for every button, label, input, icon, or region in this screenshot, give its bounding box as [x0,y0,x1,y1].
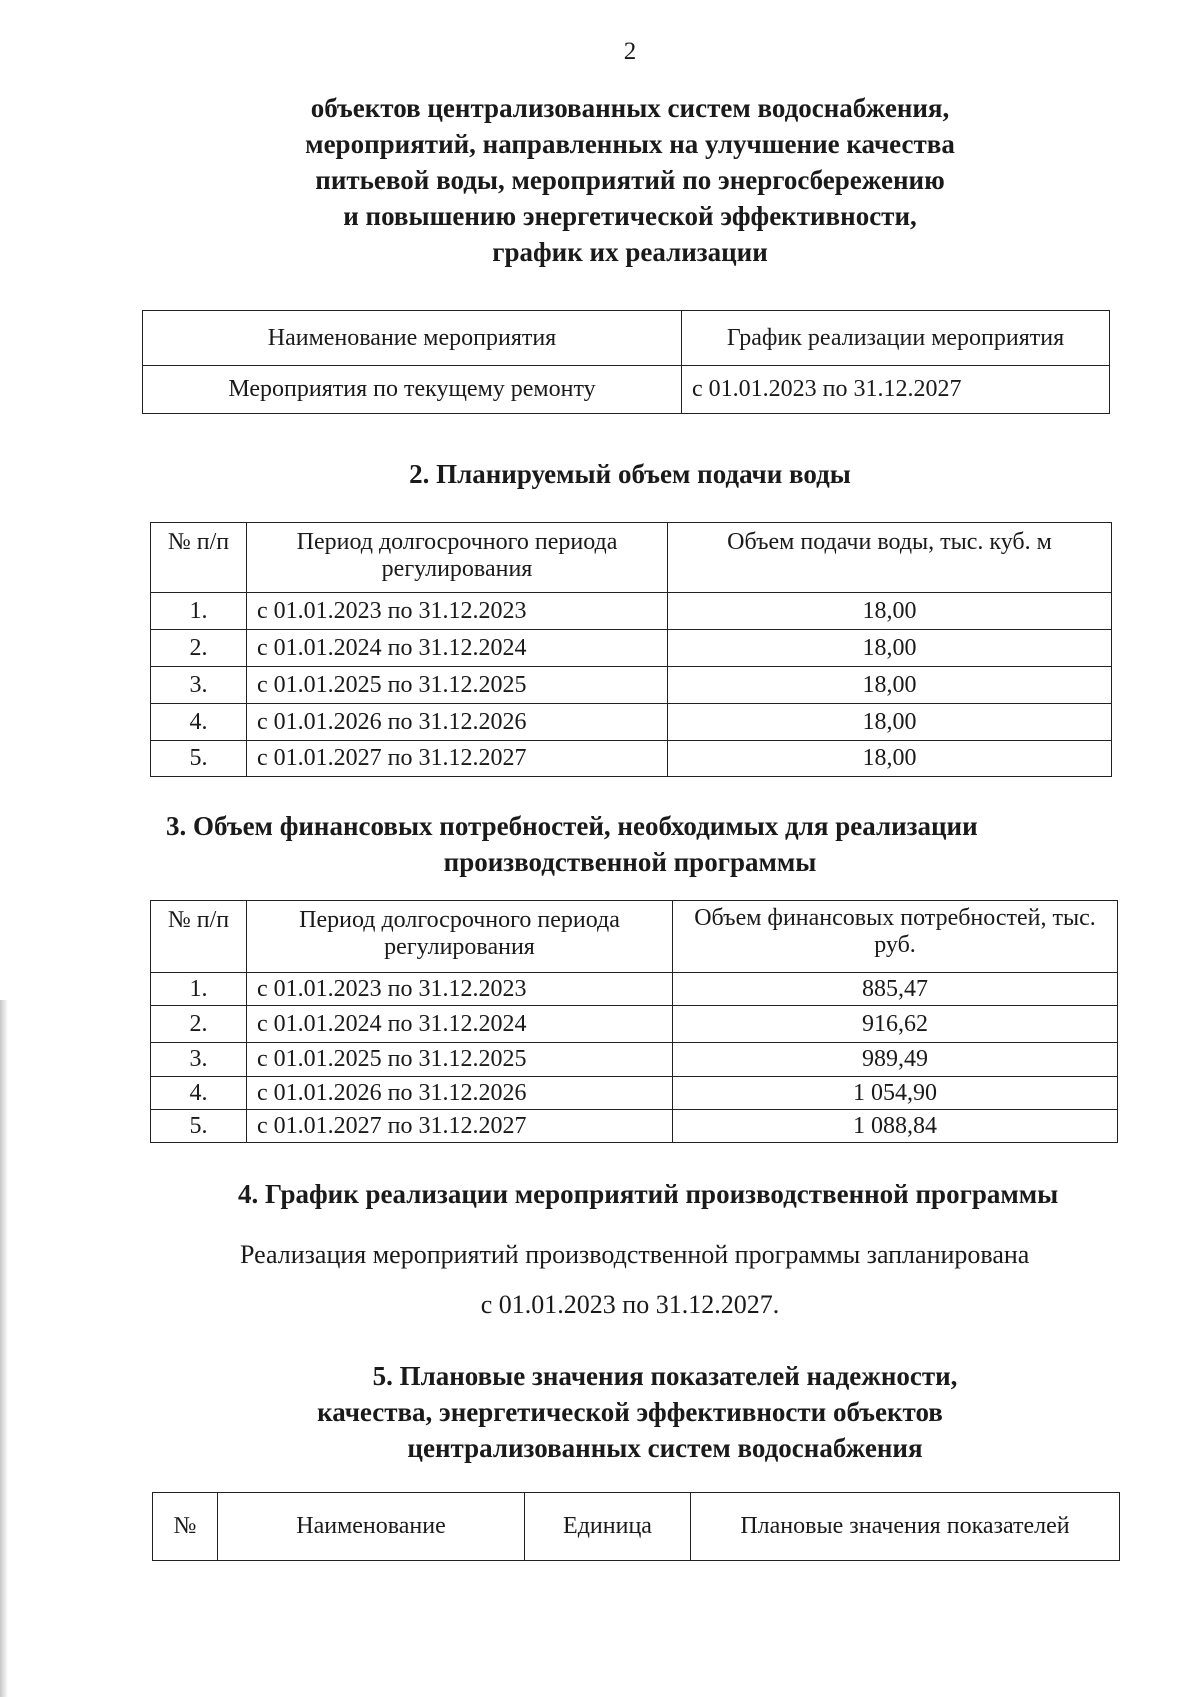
intro-heading-line: график их реализации [492,237,768,267]
table-cell: 4. [151,704,247,741]
table-row [151,1006,1118,1043]
table-row [151,1077,1118,1110]
table-cell: 18,00 [668,593,1112,630]
table-row [143,366,1110,414]
table-row [151,973,1118,1006]
table-header-row [151,523,1112,593]
table-cell: 1 088,84 [673,1110,1118,1143]
section4-title: 4. График реализации мероприятий производственной программы [238,1179,1059,1209]
page-number: 2 [623,38,637,65]
table-cell: с 01.01.2025 по 31.12.2025 [247,667,668,704]
section3-title [0,808,1200,880]
header-cell: Период долгосрочного периода регулирования [247,901,673,973]
table-cell: с 01.01.2023 по 31.12.2023 [247,593,668,630]
table-cell: с 01.01.2027 по 31.12.2027 [247,1110,673,1143]
header-cell: Наименование мероприятия [143,311,682,366]
table-cell: 5. [151,741,247,777]
table-cell: с 01.01.2025 по 31.12.2025 [247,1043,673,1077]
table-cell: 4. [151,1077,247,1110]
table-cell: 1. [151,973,247,1006]
table-row [151,667,1112,704]
header-cell: Наименование [218,1493,525,1561]
table-row [151,1110,1118,1143]
table-cell: Мероприятия по текущему ремонту [143,366,682,414]
water-supply-table [150,522,1112,777]
header-cell: Объем подачи воды, тыс. куб. м [668,523,1112,593]
table-cell: 916,62 [673,1006,1118,1043]
table-cell: 18,00 [668,630,1112,667]
header-cell: № п/п [151,523,247,593]
measures-table [142,310,1110,414]
header-cell: Плановые значения показателей [691,1493,1120,1561]
table-row [151,704,1112,741]
intro-heading-line: объектов централизованных систем водоснабжения, [310,93,950,123]
table-cell: 2. [151,630,247,667]
financial-needs-table [150,900,1118,1143]
table-cell: 885,47 [673,973,1118,1006]
header-cell: Единица [525,1493,691,1561]
table-cell: с 01.01.2026 по 31.12.2026 [247,704,668,741]
scan-edge-shadow [0,1000,8,1697]
table-cell: с 01.01.2026 по 31.12.2026 [247,1077,673,1110]
indicators-table [152,1492,1120,1561]
table-cell: с 01.01.2024 по 31.12.2024 [247,630,668,667]
table-cell: с 01.01.2023 по 31.12.2027 [682,366,1110,414]
table-cell: 1 054,90 [673,1077,1118,1110]
table-cell: с 01.01.2023 по 31.12.2023 [247,973,673,1006]
intro-heading [0,90,1200,270]
header-cell: № [153,1493,218,1561]
table-row [151,630,1112,667]
section3-title-line: производственной программы [443,847,817,877]
table-cell: с 01.01.2024 по 31.12.2024 [247,1006,673,1043]
header-cell: График реализации мероприятия [682,311,1110,366]
intro-heading-line: питьевой воды, мероприятий по энергосбережению [315,165,945,195]
table-cell: 3. [151,667,247,704]
table-row [151,1043,1118,1077]
table-cell: 18,00 [668,667,1112,704]
section4-text-line: Реализация мероприятий производственной программы запланирована [240,1240,1030,1269]
table-cell: 18,00 [668,741,1112,777]
section5-title-line: качества, энергетической эффективности объектов [317,1397,943,1427]
table-row [151,741,1112,777]
table-cell: 18,00 [668,704,1112,741]
intro-heading-line: мероприятий, направленных на улучшение качества [305,129,955,159]
section5-title-line: централизованных систем водоснабжения [407,1433,923,1463]
table-cell: 1. [151,593,247,630]
table-header-row [153,1493,1120,1561]
table-row [151,593,1112,630]
header-cell: Объем финансовых потребностей, тыс. руб. [673,901,1118,973]
table-cell: 989,49 [673,1043,1118,1077]
table-header-row [151,901,1118,973]
section4-text-line: с 01.01.2023 по 31.12.2027. [480,1290,780,1319]
header-cell: № п/п [151,901,247,973]
table-cell: 3. [151,1043,247,1077]
table-cell: с 01.01.2027 по 31.12.2027 [247,741,668,777]
table-cell: 2. [151,1006,247,1043]
table-cell: 5. [151,1110,247,1143]
table-header-row [143,311,1110,366]
section5-title-line: 5. Плановые значения показателей надежности, [372,1361,958,1391]
header-cell: Период долгосрочного периода регулирования [247,523,668,593]
section5-title [0,1358,1200,1466]
intro-heading-line: и повышению энергетической эффективности, [343,201,917,231]
section3-title-line: 3. Объем финансовых потребностей, необходимых для реализации [166,811,978,841]
section2-title: 2. Планируемый объем подачи воды [409,459,851,489]
